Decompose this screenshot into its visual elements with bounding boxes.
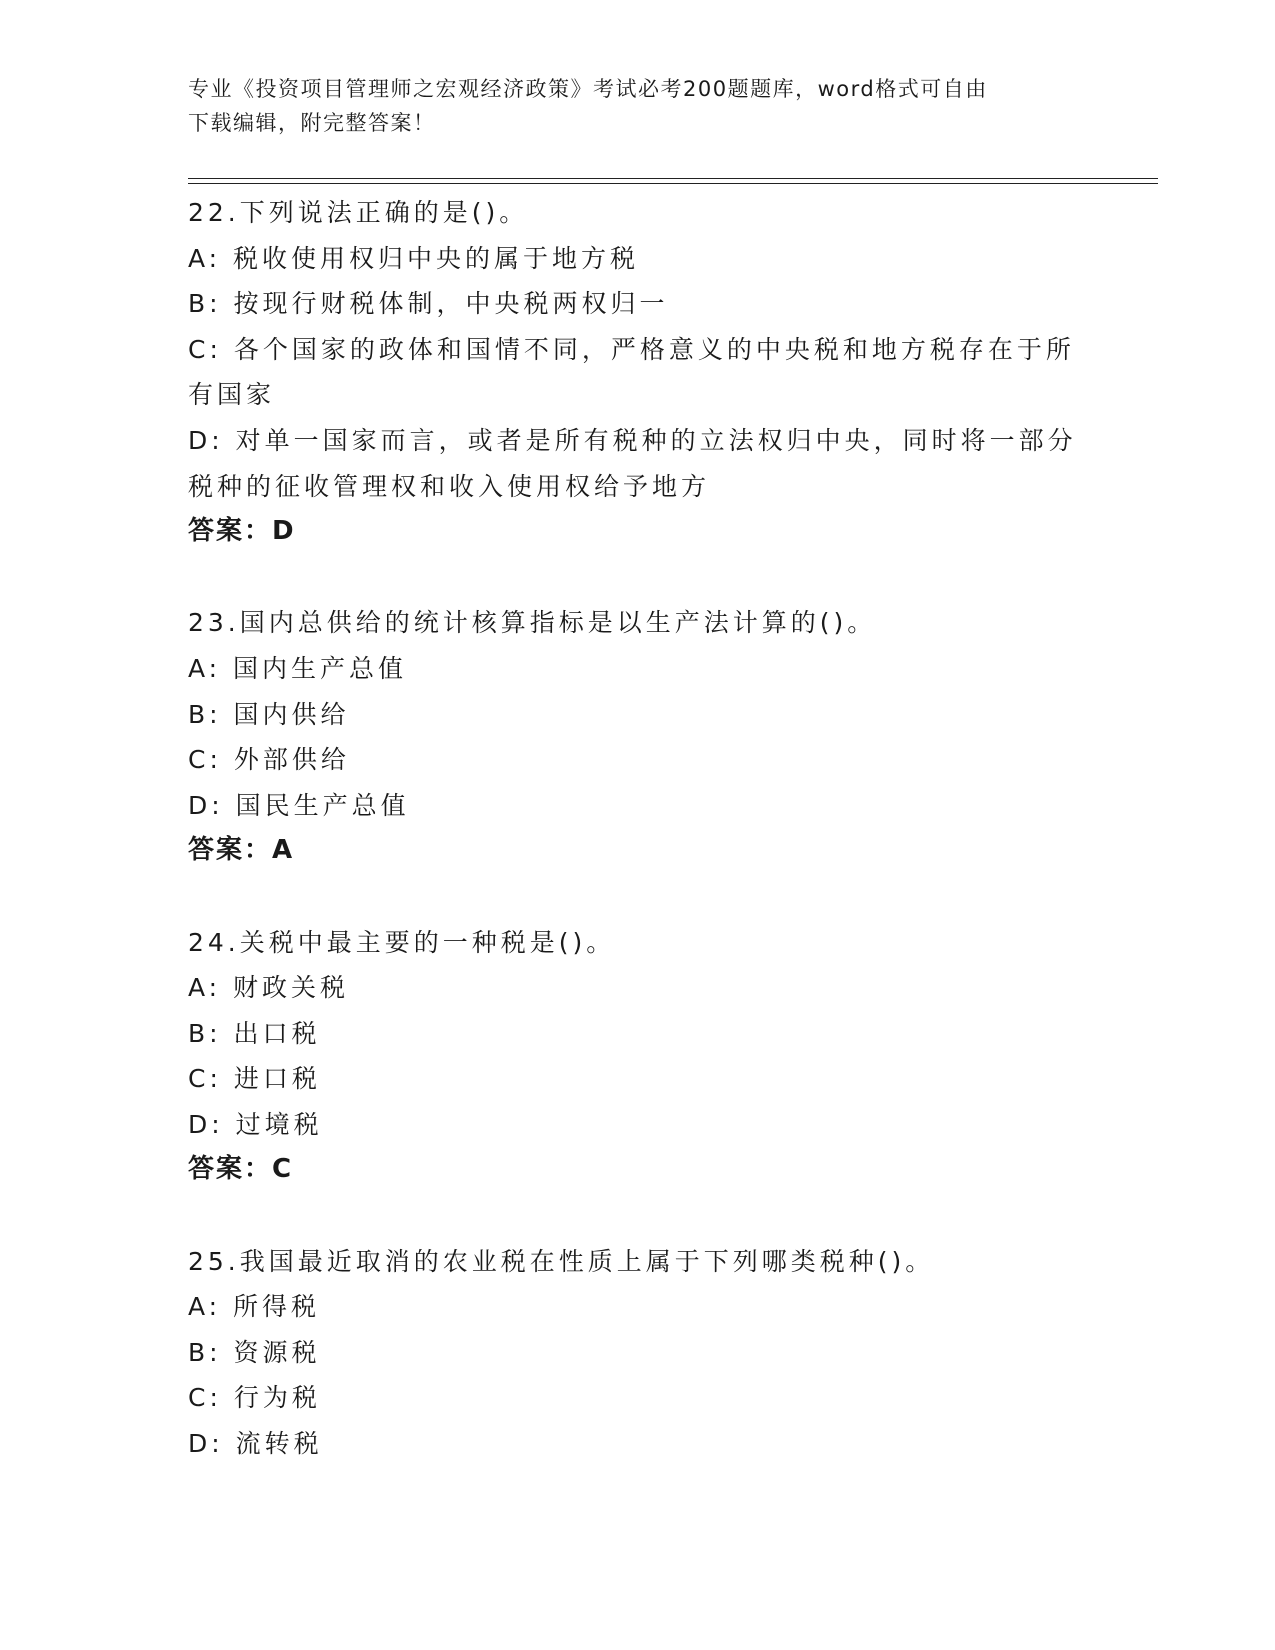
option-d-continued: 税种的征收管理权和收入使用权给予地方 <box>188 471 711 501</box>
question-22 <box>188 190 1088 555</box>
question-stem: 24.关税中最主要的一种税是()。 <box>188 927 616 957</box>
spacer <box>188 874 1088 920</box>
option-a: A: 所得税 <box>188 1292 321 1322</box>
header-line-2: 下载编辑，附完整答案！ <box>188 111 436 135</box>
header-divider-top <box>188 178 1158 179</box>
spacer <box>188 555 1088 601</box>
option-b: B: 按现行财税体制，中央税两权归一 <box>188 289 669 319</box>
question-stem: 25.我国最近取消的农业税在性质上属于下列哪类税种()。 <box>188 1246 935 1276</box>
question-stem: 22.下列说法正确的是()。 <box>188 198 529 227</box>
option-d: D: 流转税 <box>188 1429 323 1459</box>
question-25 <box>188 1239 1088 1467</box>
spacer <box>188 1193 1088 1239</box>
option-b: B: 国内供给 <box>188 699 350 729</box>
option-b: B: 出口税 <box>188 1018 321 1048</box>
option-b: B: 资源税 <box>188 1337 321 1367</box>
option-a: A: 国内生产总值 <box>188 653 408 683</box>
question-23 <box>188 600 1088 874</box>
option-a: A: 税收使用权归中央的属于地方税 <box>188 243 640 273</box>
document-header <box>188 72 1088 140</box>
option-d: D: 国民生产总值 <box>188 790 410 820</box>
option-c: C: 外部供给 <box>188 745 350 775</box>
option-a: A: 财政关税 <box>188 973 350 1003</box>
question-24 <box>188 920 1088 1194</box>
answer-label: 答案：A <box>188 835 295 866</box>
header-line-1: 专业《投资项目管理师之宏观经济政策》考试必考200题题库，word格式可自由 <box>188 77 988 101</box>
question-list <box>188 190 1088 1467</box>
option-c: C: 行为税 <box>188 1383 321 1413</box>
option-c: C: 进口税 <box>188 1064 321 1094</box>
answer-label: 答案：D <box>188 516 296 547</box>
option-c-continued: 有国家 <box>188 380 276 410</box>
option-c: C: 各个国家的政体和国情不同，严格意义的中央税和地方税存在于所 <box>188 334 1075 364</box>
answer-label: 答案：C <box>188 1154 294 1185</box>
header-divider-bottom <box>188 183 1158 184</box>
question-stem: 23.国内总供给的统计核算指标是以生产法计算的()。 <box>188 608 877 638</box>
option-d: D: 过境税 <box>188 1109 323 1139</box>
option-d: D: 对单一国家而言，或者是所有税种的立法权归中央，同时将一部分 <box>188 425 1077 455</box>
